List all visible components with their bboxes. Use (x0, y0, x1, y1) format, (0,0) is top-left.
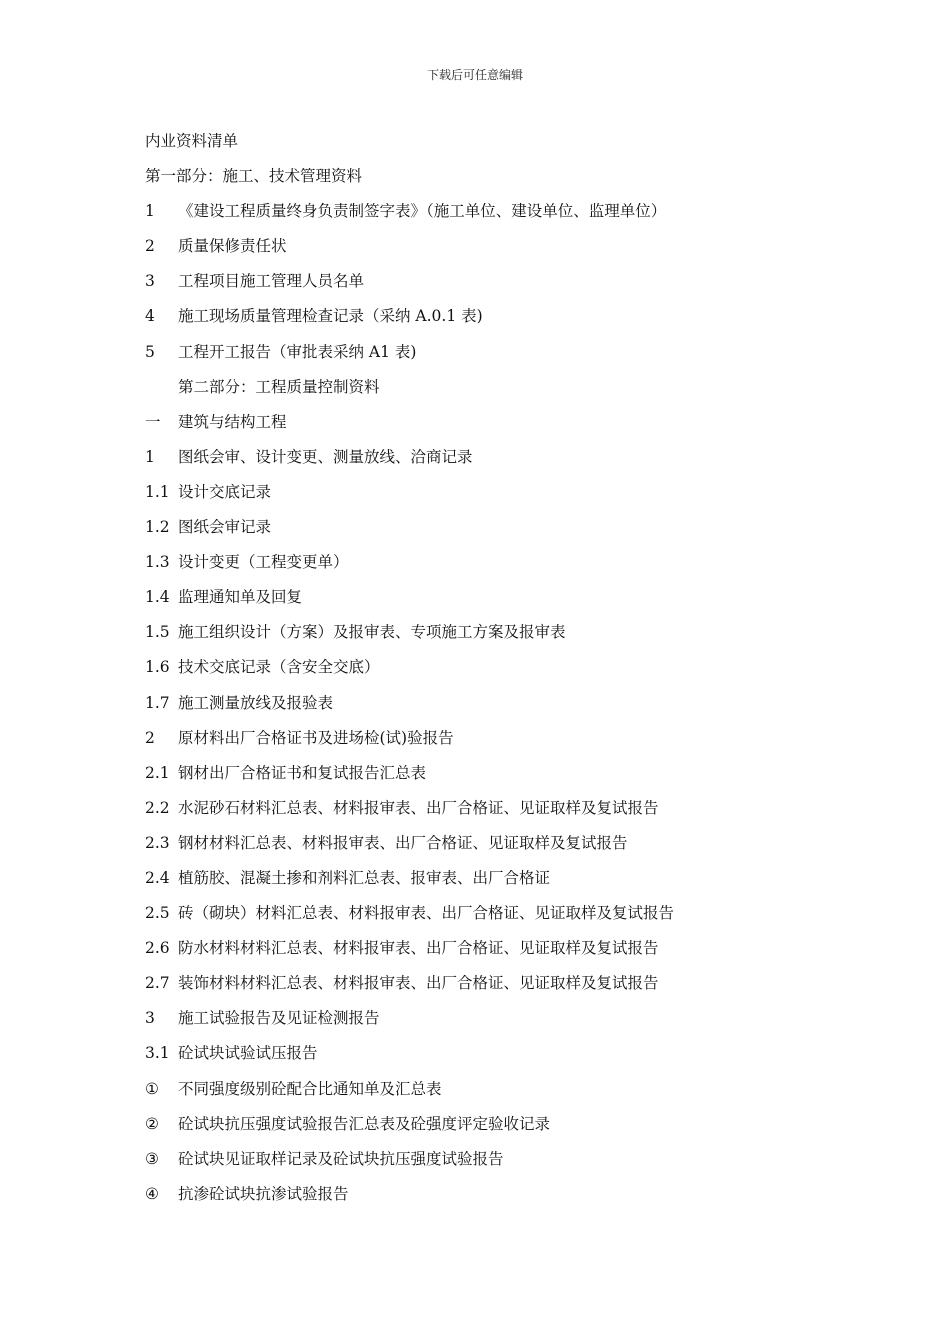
document-body (145, 124, 865, 1212)
item-text: 质量保修责任状 (178, 237, 287, 256)
document-title-text: 内业资料清单 (145, 132, 239, 150)
item-text: 图纸会审记录 (178, 518, 272, 537)
list-item (145, 931, 865, 966)
part1-heading (145, 159, 865, 194)
item-number: 1.4 (145, 588, 170, 607)
item-text: 施工现场质量管理检查记录（采纳 A.0.1 表) (178, 307, 483, 326)
item-text: 《建设工程质量终身负责制签字表》（施工单位、建设单位、监理单位） (178, 202, 667, 221)
item-number: 2.5 (145, 904, 170, 923)
item-number: 4 (145, 307, 155, 326)
item-number: 一 (145, 412, 161, 431)
list-item (145, 615, 865, 650)
document-title (145, 124, 865, 159)
list-item (145, 1036, 865, 1071)
item-number: ① (145, 1079, 159, 1098)
list-item (145, 791, 865, 826)
item-text: 技术交底记录（含安全交底） (178, 658, 380, 677)
item-text: 砼试块试验试压报告 (178, 1044, 318, 1063)
list-item (145, 299, 865, 334)
list-item (145, 335, 865, 370)
list-item (145, 650, 865, 685)
item-number: 1.6 (145, 658, 170, 677)
item-text: 施工测量放线及报验表 (178, 693, 334, 712)
item-text: 植筋胶、混凝土掺和剂料汇总表、报审表、出厂合格证 (178, 868, 551, 887)
item-text: 设计变更（工程变更单） (178, 553, 349, 572)
item-number: 1.1 (145, 482, 170, 501)
item-number: 5 (145, 342, 155, 361)
list-item (145, 1001, 865, 1036)
item-number: 2 (145, 728, 155, 747)
item-text: 砼试块见证取样记录及砼试块抗压强度试验报告 (178, 1149, 504, 1168)
list-item (145, 1177, 865, 1212)
item-text: 钢材材料汇总表、材料报审表、出厂合格证、见证取样及复试报告 (178, 833, 628, 852)
item-number: 3.1 (145, 1044, 170, 1063)
item-text: 工程开工报告（审批表采纳 A1 表) (178, 342, 417, 361)
list-item (145, 405, 865, 440)
list-item (145, 756, 865, 791)
item-text: 砼试块抗压强度试验报告汇总表及砼强度评定验收记录 (178, 1114, 551, 1133)
item-number: 3 (145, 1009, 155, 1028)
list-item (145, 861, 865, 896)
item-text: 建筑与结构工程 (178, 412, 287, 431)
item-number: 2.6 (145, 939, 170, 958)
item-number: 2.7 (145, 974, 170, 993)
list-item (145, 194, 865, 229)
list-item (145, 229, 865, 264)
list-item (145, 896, 865, 931)
part2-list (145, 405, 865, 1212)
list-item (145, 264, 865, 299)
item-text: 设计交底记录 (178, 482, 272, 501)
item-number: 1.2 (145, 518, 170, 537)
header-note: 下载后可任意编辑 (426, 68, 523, 82)
item-text: 砖（砌块）材料汇总表、材料报审表、出厂合格证、见证取样及复试报告 (178, 904, 675, 923)
item-number: 2.1 (145, 763, 170, 782)
part2-heading-text: 第二部分：工程质量控制资料 (178, 377, 380, 396)
list-item (145, 721, 865, 756)
item-number: 2.2 (145, 798, 170, 817)
item-number: 1.3 (145, 553, 170, 572)
list-item (145, 826, 865, 861)
item-text: 施工组织设计（方案）及报审表、专项施工方案及报审表 (178, 623, 566, 642)
item-text: 施工试验报告及见证检测报告 (178, 1009, 380, 1028)
item-text: 防水材料材料汇总表、材料报审表、出厂合格证、见证取样及复试报告 (178, 939, 659, 958)
item-text: 钢材出厂合格证书和复试报告汇总表 (178, 763, 427, 782)
list-item (145, 510, 865, 545)
item-text: 监理通知单及回复 (178, 588, 303, 607)
item-number: 2 (145, 237, 155, 256)
part1-list (145, 194, 865, 369)
item-number: 1.7 (145, 693, 170, 712)
item-number: 2.3 (145, 833, 170, 852)
item-number: 1 (145, 202, 155, 221)
list-item (145, 475, 865, 510)
list-item (145, 1107, 865, 1142)
part1-heading-text: 第一部分：施工、技术管理资料 (145, 167, 363, 186)
item-text: 原材料出厂合格证书及进场检(试)验报告 (178, 728, 454, 747)
item-text: 装饰材料材料汇总表、材料报审表、出厂合格证、见证取样及复试报告 (178, 974, 659, 993)
item-number: 3 (145, 272, 155, 291)
list-item (145, 1142, 865, 1177)
item-number: 2.4 (145, 868, 170, 887)
list-item (145, 545, 865, 580)
item-number: 1 (145, 447, 155, 466)
item-text: 工程项目施工管理人员名单 (178, 272, 365, 291)
list-item (145, 966, 865, 1001)
item-number: ② (145, 1114, 159, 1133)
list-item (145, 686, 865, 721)
item-text: 不同强度级别砼配合比通知单及汇总表 (178, 1079, 442, 1098)
item-number: ③ (145, 1149, 159, 1168)
item-text: 图纸会审、设计变更、测量放线、洽商记录 (178, 447, 473, 466)
list-item (145, 580, 865, 615)
item-text: 抗渗砼试块抗渗试验报告 (178, 1184, 349, 1203)
list-item (145, 1072, 865, 1107)
part2-heading (145, 370, 865, 405)
item-number: ④ (145, 1184, 159, 1203)
item-number: 1.5 (145, 623, 170, 642)
item-text: 水泥砂石材料汇总表、材料报审表、出厂合格证、见证取样及复试报告 (178, 798, 659, 817)
list-item (145, 440, 865, 475)
